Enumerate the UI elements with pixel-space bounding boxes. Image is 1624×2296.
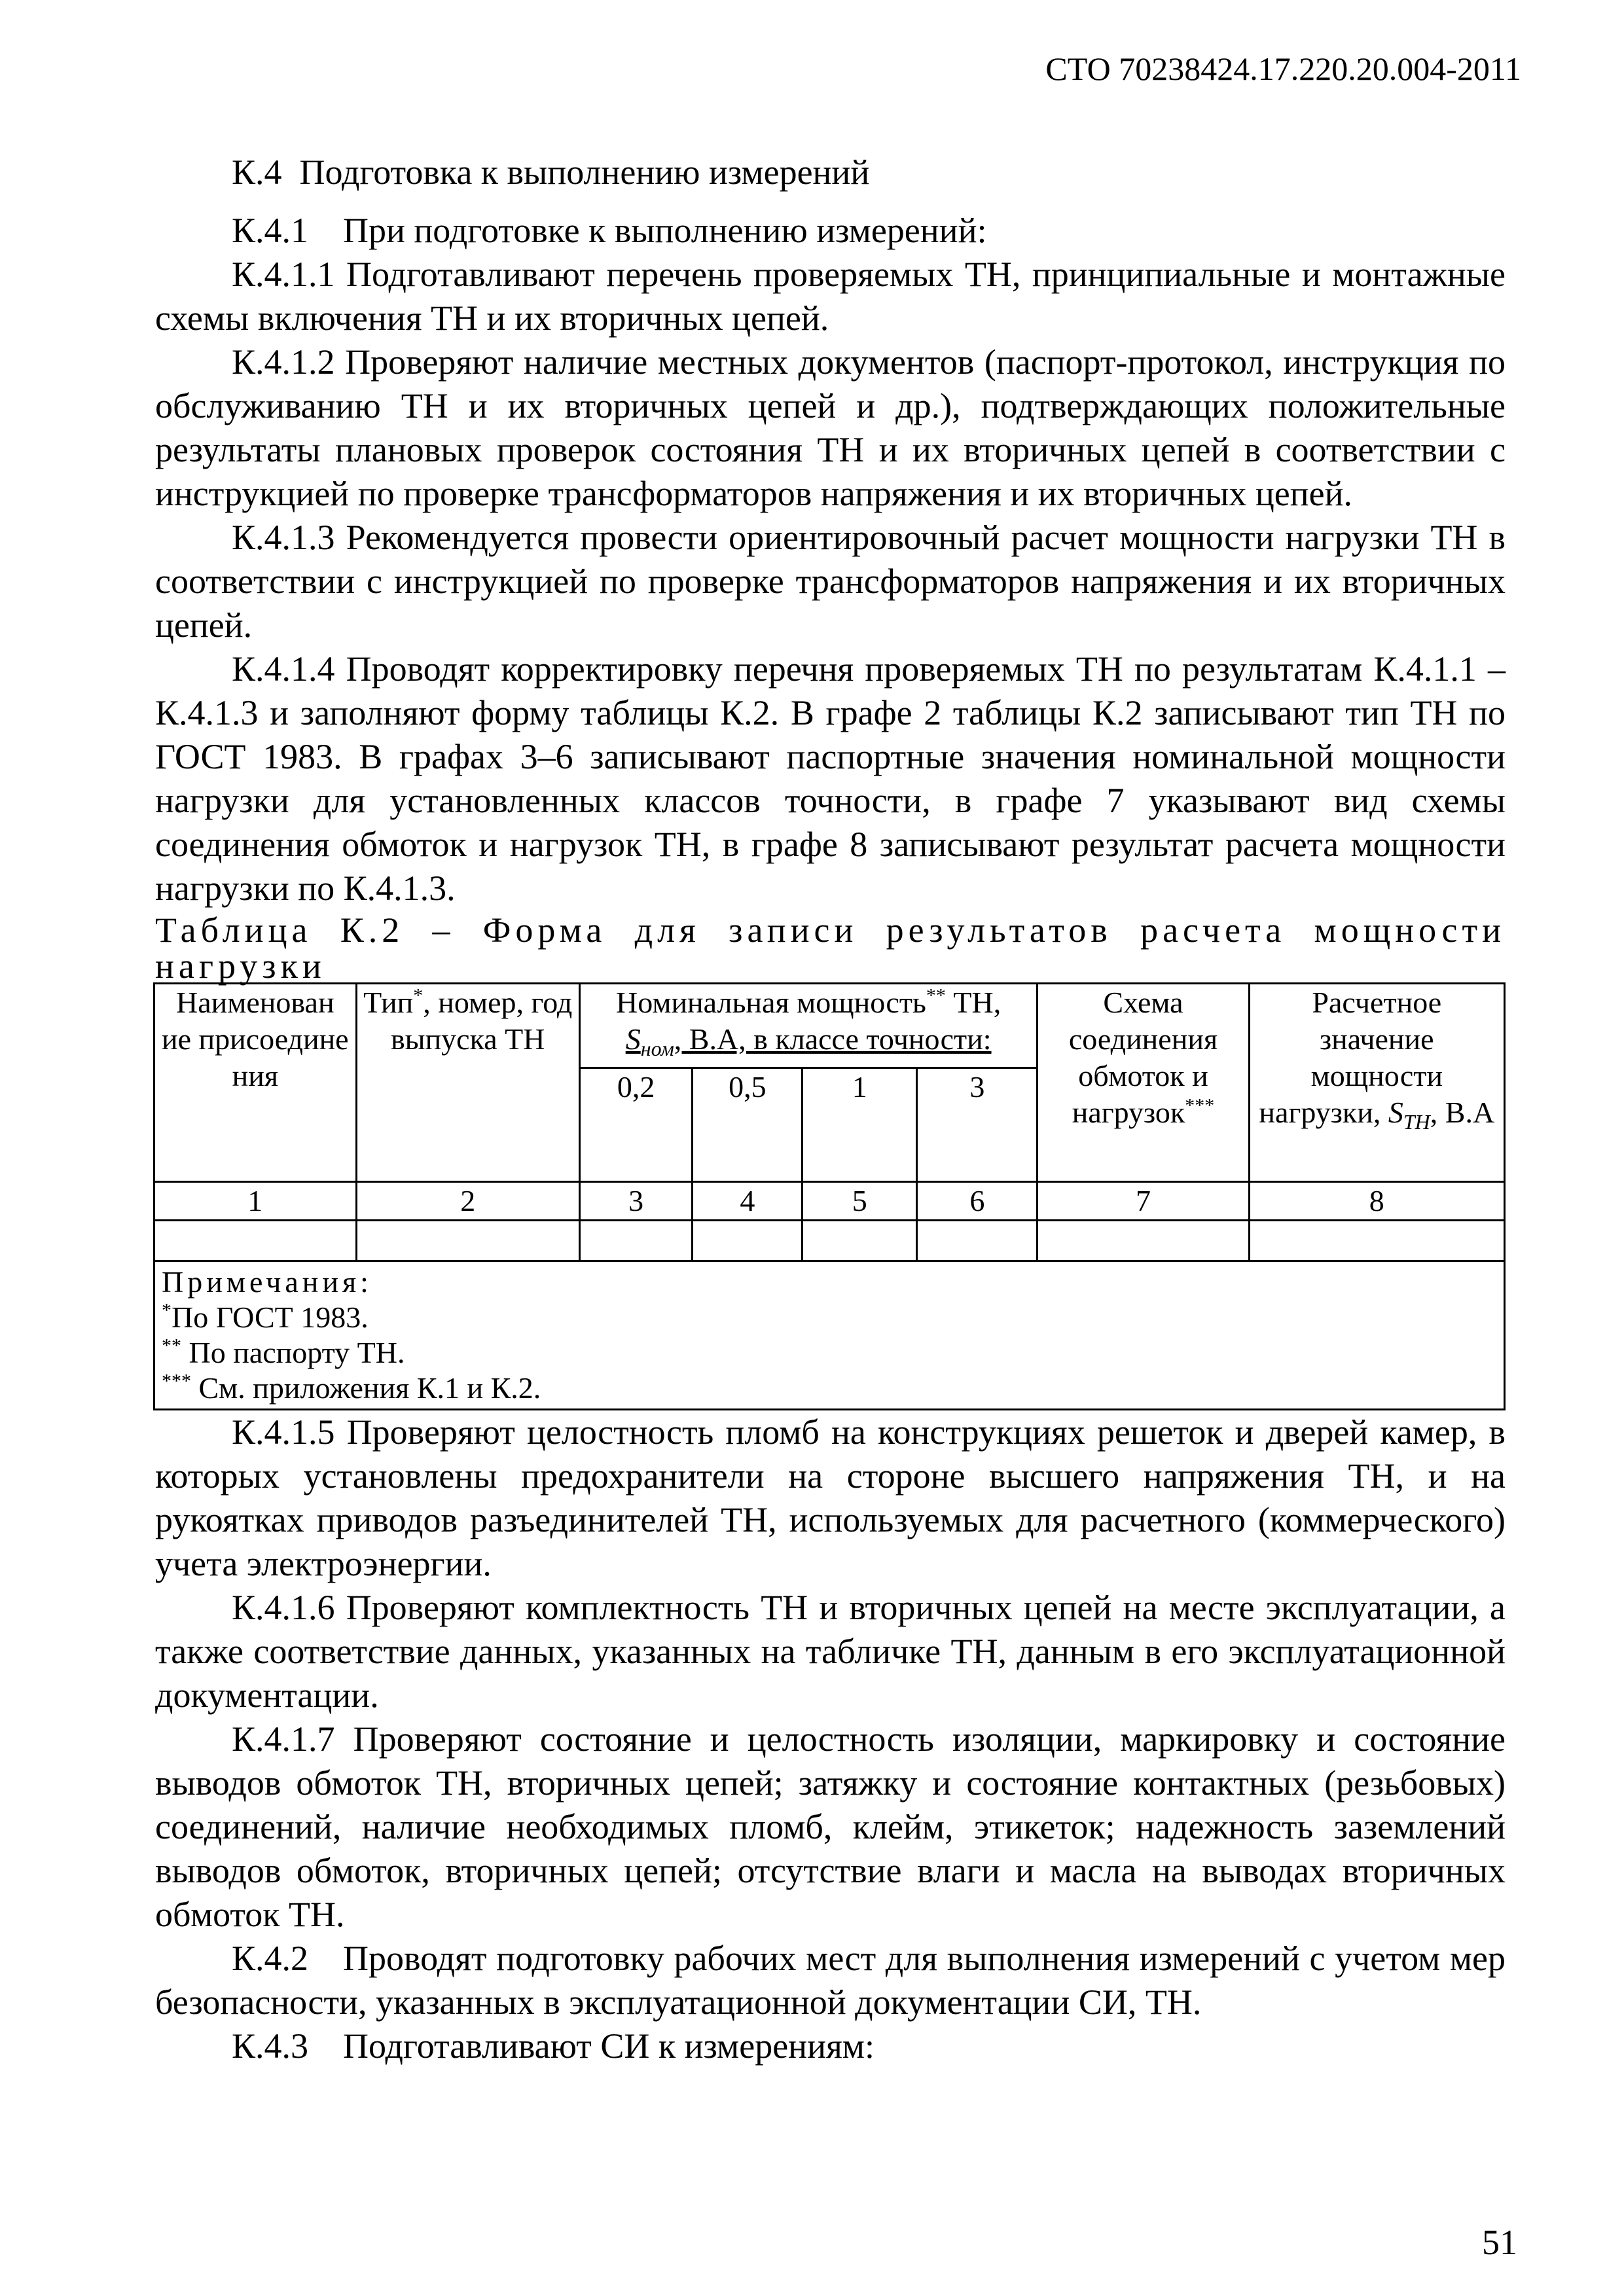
paragraph-k-4-1-7 (155, 1717, 1506, 1937)
paragraph-text: При подготовке к выполнению измерений: (343, 211, 987, 250)
notes-title: Примечания: (162, 1265, 372, 1299)
paragraph-number: К.4.1.4 (232, 649, 335, 689)
paragraph-number: К.4.3 (232, 2026, 309, 2066)
document-body (155, 151, 1506, 2068)
table-notes-row (154, 1261, 1505, 1410)
header-class-1: 1 (803, 1068, 917, 1182)
paragraph-k-4-1-5 (155, 1410, 1506, 1586)
column-number: 5 (803, 1182, 917, 1221)
results-form-table (153, 982, 1506, 1410)
empty-cell (1249, 1221, 1504, 1261)
paragraph-text: Проводят подготовку рабочих мест для выполнения измерений с учетом мер безопасности, указанных в эксплуатационной документации СИ, ТН. (155, 1939, 1506, 2022)
paragraph-number: К.4.1 (232, 211, 309, 250)
paragraph-number: К.4.1.6 (232, 1588, 335, 1628)
paragraph-text: Проводят корректировку перечня проверяемых ТН по результатам К.4.1.1 – К.4.1.3 и заполняют форму таблицы К.2. В графе 2 таблицы К.2 записывают тип ТН по ГОСТ 1983. В графах 3–6 записывают паспортные значения номинальной мощности нагрузки для установленных классов точности, в графе 7 указывают вид схемы соединения обмоток и нагрузок ТН, в графе 8 записывают результат расчета мощности нагрузки по К.4.1.3. (155, 649, 1506, 908)
paragraph-text: Проверяют состояние и целостность изоляции, маркировку и состояние выводов обмоток ТН, вторичных цепей; затяжку и состояние контактных (резьбовых) соединений, наличие необходимых пломб, клейм, этикеток; надежность заземлений выводов обмоток, вторичных цепей; отсутствие влаги и масла на выводах вторичных обмоток ТН. (155, 1719, 1506, 1935)
table-caption-continued: нагрузки (155, 946, 326, 986)
paragraph-k-4-1-4 (155, 647, 1506, 910)
paragraph-k-4-1-2 (155, 340, 1506, 516)
empty-cell (579, 1221, 693, 1261)
section-heading-title: Подготовка к выполнению измерений (299, 152, 870, 192)
header-calculated-power: Расчетное значение мощности нагрузки, $S_{TH}$, В.А (1249, 984, 1504, 1182)
paragraph-text: Проверяют комплектность ТН и вторичных цепей на месте эксплуатации, а также соответствие данных, указанных на табличке ТН, данным в его эксплуатационной документации. (155, 1588, 1506, 1715)
paragraph-k-4-1-1 (155, 253, 1506, 340)
empty-cell (917, 1221, 1038, 1261)
column-number: 1 (154, 1182, 357, 1221)
paragraph-text: Подготавливают СИ к измерениям: (343, 2026, 875, 2066)
empty-data-row (154, 1221, 1505, 1261)
paragraph-k-4-1-3 (155, 516, 1506, 647)
column-number-row (154, 1182, 1505, 1221)
page-number: 51 (1482, 2223, 1517, 2262)
column-number: 2 (356, 1182, 579, 1221)
empty-cell (693, 1221, 803, 1261)
header-connection-name: Наименован ие присоедине ния (154, 984, 357, 1182)
paragraph-k-4-3 (155, 2024, 1506, 2068)
note-item: *По ГОСТ 1983. (162, 1299, 369, 1335)
document-code-header: СТО 70238424.17.220.20.004-2011 (1045, 50, 1521, 87)
paragraph-number: К.4.1.1 (232, 255, 335, 294)
section-heading-number: К.4 (232, 152, 282, 192)
header-class-3: 3 (917, 1068, 1038, 1182)
paragraph-number: К.4.1.3 (232, 518, 335, 557)
table-caption: Таблица К.2 – Форма для записи результатов расчета мощности (155, 910, 1506, 950)
column-number: 4 (693, 1182, 803, 1221)
empty-cell (154, 1221, 357, 1261)
empty-cell (1038, 1221, 1249, 1261)
column-number: 8 (1249, 1182, 1504, 1221)
table-notes (154, 1261, 1505, 1410)
column-number: 3 (579, 1182, 693, 1221)
paragraph-number: К.4.1.2 (232, 342, 335, 382)
header-connection-scheme: Схема соединения обмоток и нагрузок*** (1038, 984, 1249, 1182)
paragraph-number: К.4.2 (232, 1939, 309, 1979)
note-item: ** По паспорту ТН. (162, 1335, 405, 1370)
header-class-0-5: 0,5 (693, 1068, 803, 1182)
paragraph-k-4-1-6 (155, 1586, 1506, 1717)
empty-cell (803, 1221, 917, 1261)
paragraph-k-4-2 (155, 1937, 1506, 2024)
header-type-number-year: Тип*, номер, год выпуска ТН (356, 984, 579, 1182)
column-number: 6 (917, 1182, 1038, 1221)
header-rated-power: Номинальная мощность** ТН, $S_{ном}$, В.А, в классе точности: (579, 984, 1038, 1068)
paragraph-k-4-1 (155, 209, 1506, 253)
header-class-0-2: 0,2 (579, 1068, 693, 1182)
empty-cell (356, 1221, 579, 1261)
paragraph-number: К.4.1.7 (232, 1719, 335, 1759)
section-heading (155, 151, 1506, 194)
paragraph-text: Проверяют наличие местных документов (паспорт-протокол, инструкция по обслуживанию ТН и их вторичных цепей и др.), подтверждающих положительные результаты плановых проверок состояния ТН и их вторичных цепей в соответствии с инструкцией по проверке трансформаторов напряжения и их вторичных цепей. (155, 342, 1506, 513)
column-number: 7 (1038, 1182, 1249, 1221)
paragraph-text: Подготавливают перечень проверяемых ТН, принципиальные и монтажные схемы включения ТН и их вторичных цепей. (155, 255, 1506, 338)
paragraph-text: Проверяют целостность пломб на конструкциях решеток и дверей камер, в которых установлены предохранители на стороне высшего напряжения ТН, и на рукоятках приводов разъединителей ТН, используемых для расчетного (коммерческого) учета электроэнергии. (155, 1412, 1506, 1584)
paragraph-number: К.4.1.5 (232, 1412, 335, 1452)
table-header-row (154, 984, 1505, 1068)
paragraph-text: Рекомендуется провести ориентировочный расчет мощности нагрузки ТН в соответствии с инструкцией по проверке трансформаторов напряжения и их вторичных цепей. (155, 518, 1506, 645)
note-item: *** См. приложения К.1 и К.2. (162, 1370, 541, 1405)
